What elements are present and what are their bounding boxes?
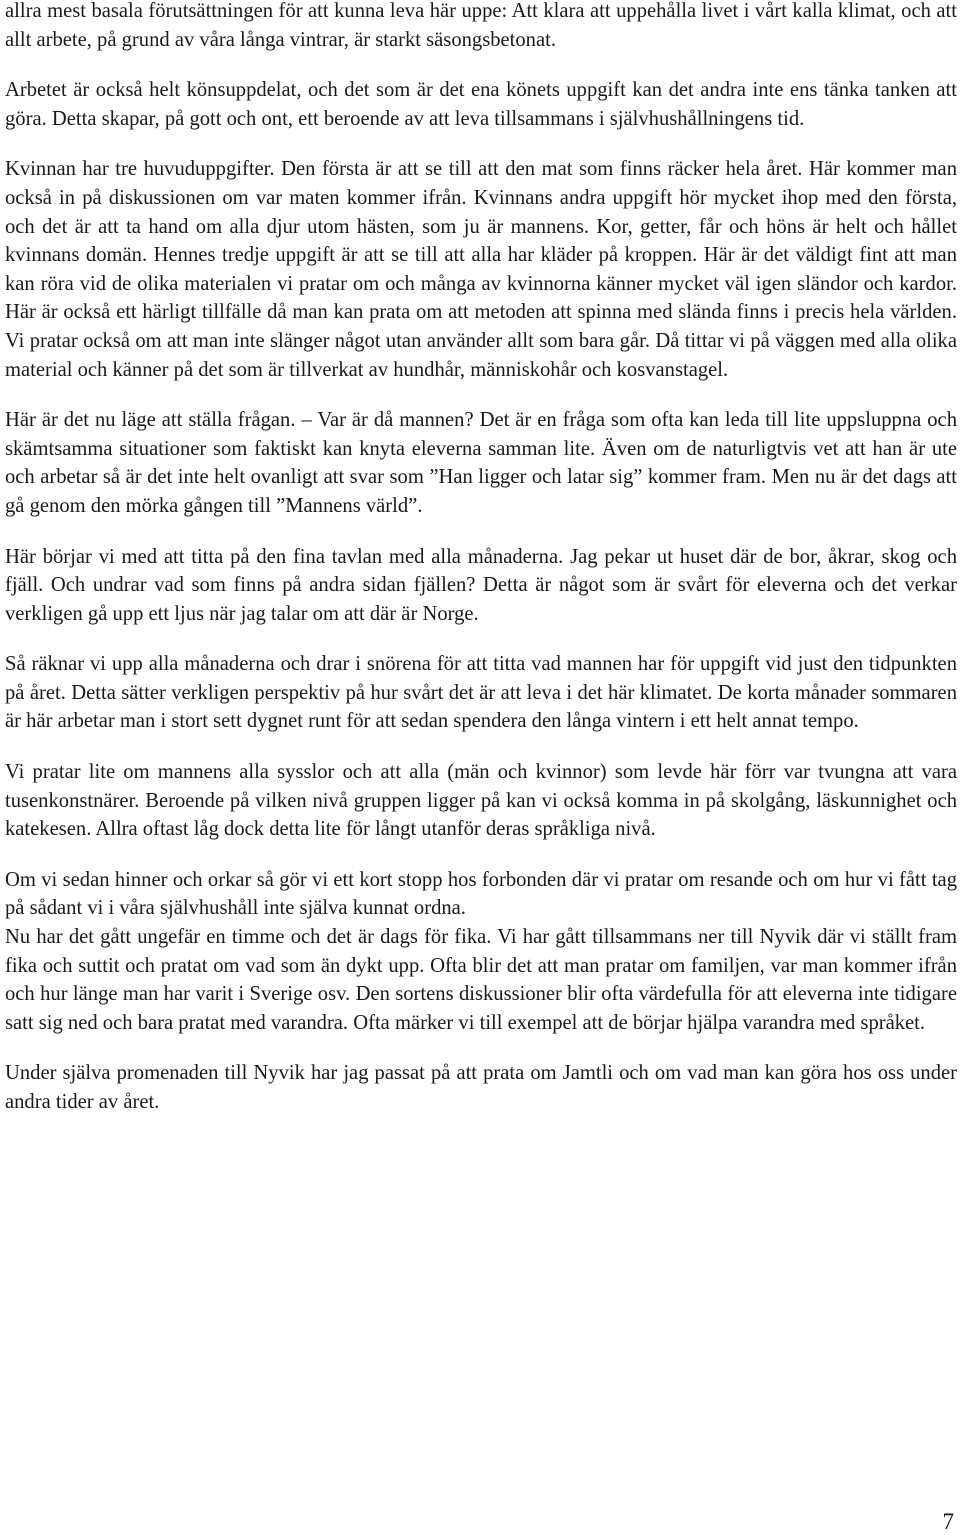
paragraph-man-chores: Vi pratar lite om mannens alla sysslor och att alla (män och kvinnor) som levde här förr var tvungna att vara tusenkonstnärer. Beroende på vilken nivå gruppen ligger på kan vi också komma in på skolgång, läskunnighet och katekesen. Allra oftast låg dock detta lite för långt utanför deras språkliga nivå. bbox=[5, 761, 957, 841]
paragraph-walk-nyvik: Under själva promenaden till Nyvik har jag passat på att prata om Jamtli och om vad man kan göra hos oss under andra tider av året. bbox=[5, 1062, 957, 1113]
paragraph-climat: allra mest basala förutsättningen för att kunna leva här uppe: Att klara att uppehålla livet i vårt kalla klimat, och att allt arbete, på grund av våra långa vintrar, är starkt säsongsbetonat. bbox=[5, 0, 957, 51]
document-body bbox=[5, 0, 957, 1139]
page-number: 7 bbox=[942, 1509, 954, 1534]
paragraph-where-is-man: Här är det nu läge att ställa frågan. – Var är då mannen? Det är en fråga som ofta kan leda till lite uppsluppna och skämtsamma situationer som faktiskt kan knyta eleverna samman lite. Även om de naturligtvis vet att han är ute och arbetar så är det inte helt ovanligt att svar som ”Han ligger och latar sig” kommer fram. Men nu är det dags att gå genom den mörka gången till ”Mannens värld”. bbox=[5, 409, 957, 517]
paragraph-woman-tasks: Kvinnan har tre huvuduppgifter. Den första är att se till att den mat som finns räcker hela året. Här kommer man också in på diskussionen om var maten kommer ifrån. Kvinnans andra uppgift hör mycket ihop med den första, och det är att ta hand om alla djur utom hästen, som ju är mannens. Kor, getter, får och höns är helt och hållet kvinnans domän. Hennes tredje uppgift är att se till att alla har kläder på kroppen. Här är det väldigt fint att man kan röra vid de olika materialen vi pratar om och många av kvinnorna känner mycket väl igen sländor och kardor. Här är också ett härligt tillfälle då man kan prata om att metoden att spinna med slända finns i precis hela världen. Vi pratar också om att man inte slänger något utan använder allt som bara går. Då tittar vi på väggen med alla olika material och känner på det som är tillverkat av hundhår, människohår och kosvanstagel. bbox=[5, 158, 957, 381]
paragraph-work-division: Arbetet är också helt könsuppdelat, och det som är det ena könets uppgift kan det andra inte ens tänka tanken att göra. Detta skapar, på gott och ont, ett beroende av att leva tillsammans i självhushållningens tid. bbox=[5, 79, 957, 130]
paragraph-months-board: Här börjar vi med att titta på den fina tavlan med alla månaderna. Jag pekar ut huset där de bor, åkrar, skog och fjäll. Och undrar vad som finns på andra sidan fjällen? Detta är något som är svårt för eleverna och det verkar verkligen gå upp ett ljus när jag talar om att där är Norge. bbox=[5, 545, 957, 625]
paragraph-count-months: Så räknar vi upp alla månaderna och drar i snörena för att titta vad mannen har för uppgift vid just den tidpunkten på året. Detta sätter verkligen perspektiv på hur svårt det är att leva i det här klimatet. De korta månader sommaren är här arbetar man i stort sett dygnet runt för att sedan spendera den långa vintern i ett helt annat tempo. bbox=[5, 653, 957, 733]
paragraph-forbonden: Om vi sedan hinner och orkar så gör vi ett kort stopp hos forbonden där vi pratar om resande och om hur vi fått tag på sådant vi i våra självhushåll inte själva kunnat ordna. bbox=[5, 868, 957, 920]
paragraph-fika: Nu har det gått ungefär en timme och det är dags för fika. Vi har gått tillsammans ner till Nyvik där vi ställt fram fika och suttit och pratat om vad som än dykt upp. Ofta blir det att man pratar om familjen, var man kommer ifrån och hur länge man har varit i Sverige osv. Den sortens diskussioner blir ofta värdefulla för att eleverna inte tidigare satt sig ned och bara pratat med varandra. Ofta märker vi till exempel att de börjar hjälpa varandra med språket. bbox=[5, 926, 957, 1034]
